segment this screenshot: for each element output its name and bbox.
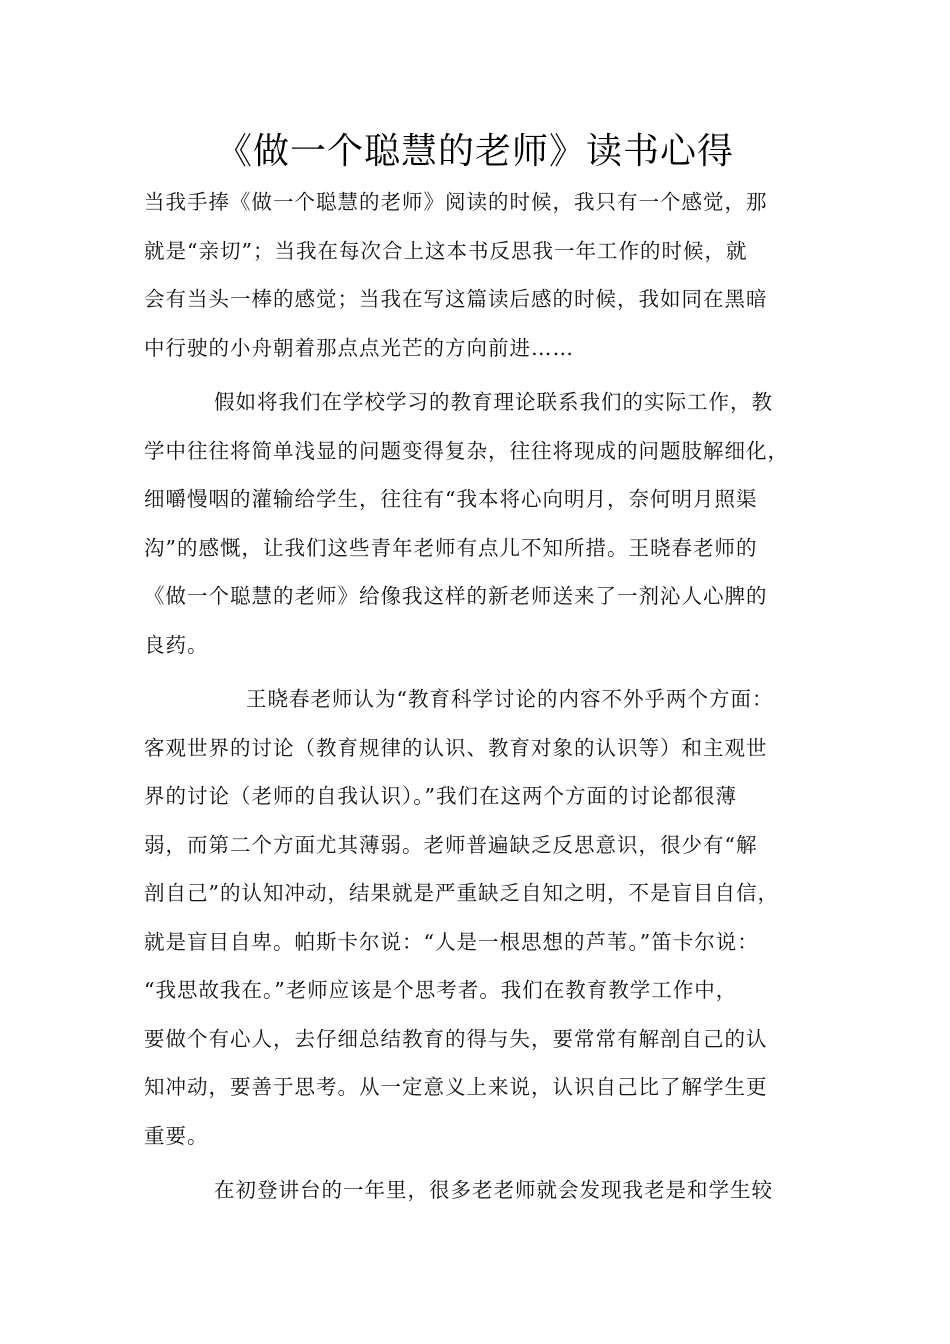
paragraph-3-line-1: 王晓春老师认为“教育科学讨论的内容不外乎两个方面： xyxy=(246,687,774,711)
paragraph-1-line-3: 会有当头一棒的感觉；当我在写这篇读后感的时候，我如同在黑暗 xyxy=(144,287,768,311)
paragraph-4-line-1: 在初登讲台的一年里，很多老老师就会发现我老是和学生较 xyxy=(214,1178,773,1202)
paragraph-3-line-2: 客观世界的讨论（教育规律的认识、教育对象的认识等）和主观世 xyxy=(144,735,768,760)
paragraph-3-line-5: 剖自己”的认知冲动，结果就是严重缺乏自知之明，不是盲目自信， xyxy=(144,881,779,905)
paragraph-3-line-7: “我思故我在。”老师应该是个思考者。我们在教育教学工作中， xyxy=(144,978,738,1002)
paragraph-2-line-2: 学中往往将简单浅显的问题变得复杂，往往将现成的问题肢解细化， xyxy=(144,438,789,463)
paragraph-3-line-8: 要做个有心人，去仔细总结教育的得与失，要常常有解剖自己的认 xyxy=(144,1026,768,1051)
paragraph-2-line-5: 《做一个聪慧的老师》给像我这样的新老师送来了一剂沁人心脾的 xyxy=(144,584,768,608)
paragraph-3-line-4: 弱，而第二个方面尤其薄弱。老师普遍缺乏反思意识，很少有“解 xyxy=(144,832,758,857)
paragraph-3-line-9: 知冲动，要善于思考。从一定意义上来说，认识自己比了解学生更 xyxy=(144,1075,768,1099)
paragraph-2-line-6: 良药。 xyxy=(144,632,209,657)
paragraph-1-line-2: 就是“亲切”；当我在每次合上这本书反思我一年工作的时候，就 xyxy=(144,238,748,263)
paragraph-2-line-3: 细嚼慢咽的灌输给学生，往往有“我本将心向明月，奈何明月照渠 xyxy=(144,487,758,511)
paragraph-3-line-6: 就是盲目自卑。帕斯卡尔说：“人是一根思想的芦苇。”笛卡尔说： xyxy=(144,929,759,954)
paragraph-3-line-10: 重要。 xyxy=(144,1123,209,1148)
paragraph-2-line-4: 沟”的感慨，让我们这些青年老师有点儿不知所措。王晓春老师的 xyxy=(144,535,758,560)
paragraph-3-line-3: 界的讨论（老师的自我认识）。”我们在这两个方面的讨论都很薄 xyxy=(144,784,737,808)
paragraph-1-line-1: 当我手捧《做一个聪慧的老师》阅读的时候，我只有一个感觉，那 xyxy=(144,190,768,214)
document-title: 《做一个聪慧的老师》读书心得 xyxy=(215,131,734,172)
paragraph-2-line-1: 假如将我们在学校学习的教育理论联系我们的实际工作，教 xyxy=(214,390,773,414)
paragraph-1-line-4: 中行驶的小舟朝着那点点光芒的方向前进…… xyxy=(144,335,574,360)
document-body xyxy=(144,178,824,1215)
